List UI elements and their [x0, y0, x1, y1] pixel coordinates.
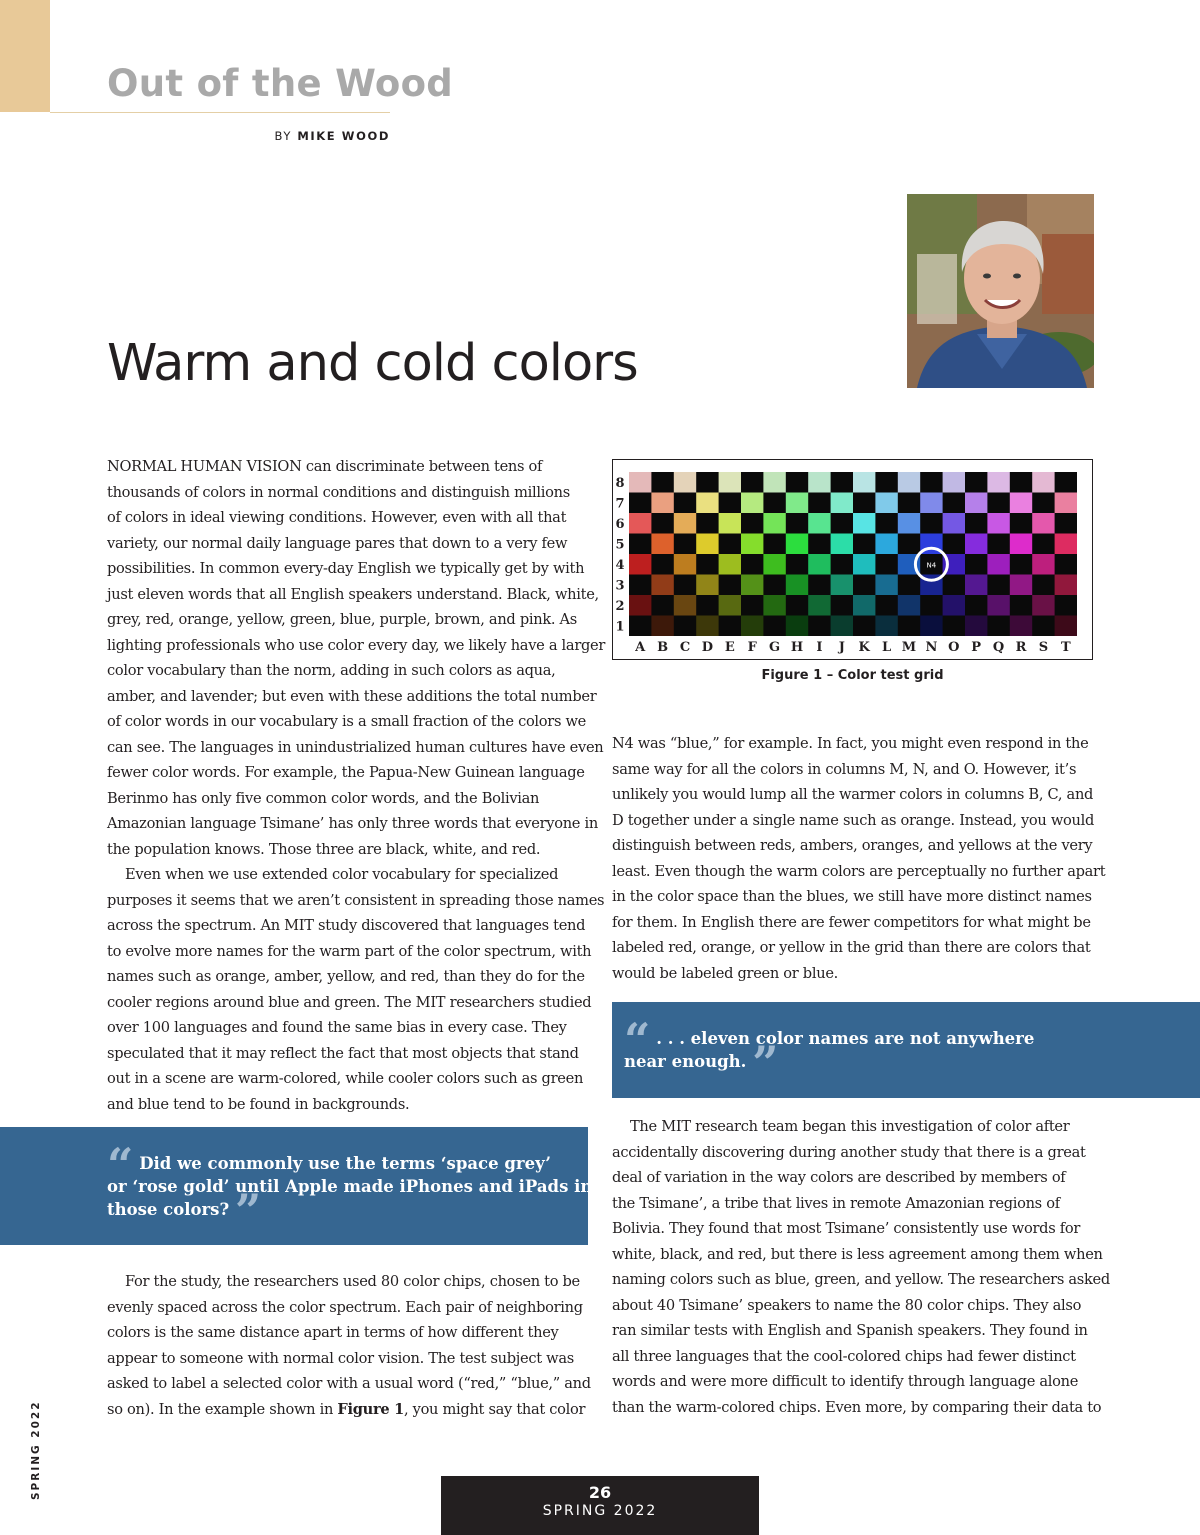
text-line: asked to label a selected color with a usual word (“red,” “blue,” and [107, 1375, 591, 1392]
headline: Warm and cold colors [107, 334, 638, 393]
color-chip-Q6 [987, 513, 1009, 534]
color-chip-T7 [1055, 493, 1077, 514]
close-quote-icon: ” [234, 1184, 262, 1238]
color-chip-R1 [1010, 616, 1032, 637]
figure-reference[interactable]: Figure 1 [337, 1400, 404, 1418]
text-line: least. Even though the warm colors are perceptually no further apart [612, 862, 1106, 880]
column-label: T [1060, 640, 1071, 655]
color-chip-E4 [719, 554, 741, 575]
text-line: over 100 languages and found the same bias in every case. They [107, 1019, 567, 1036]
text-line: grey, red, orange, yellow, green, blue, purple, brown, and pink. As [107, 611, 577, 628]
color-chip-F3 [741, 575, 763, 596]
column-label: R [1015, 640, 1027, 655]
row-label: 8 [615, 476, 625, 491]
text-run: , you might say that color [403, 1400, 586, 1418]
accent-bar [0, 0, 50, 112]
text-line: of colors in ideal viewing conditions. However, even with all that [107, 509, 567, 526]
color-chip-C8 [674, 472, 696, 493]
color-chip-O8 [943, 472, 965, 493]
text-run: so on). In the example shown in [107, 1400, 338, 1418]
open-quote-icon: “ [107, 1138, 134, 1192]
row-label: 5 [615, 537, 625, 553]
text-line: and blue tend to be found in backgrounds. [107, 1095, 410, 1113]
color-chip-E2 [719, 595, 741, 616]
color-chip-M6 [898, 513, 920, 534]
text-line: than the warm-colored chips. Even more, by comparing their data to [612, 1398, 1102, 1416]
color-chip-D1 [696, 616, 718, 637]
text-line: For the study, the researchers used 80 color chips, chosen to be [125, 1273, 580, 1290]
figure-caption: Figure 1 – Color test grid [761, 668, 944, 683]
text-line: variety, our normal daily language pares that down to a very few [107, 534, 568, 552]
text-line: ran similar tests with English and Spanish speakers. They found in [612, 1322, 1088, 1339]
paragraph-5 [612, 1114, 1110, 1420]
text-line: distinguish between reds, ambers, oranges, and yellows at the very [612, 837, 1093, 854]
color-chip-C2 [674, 595, 696, 616]
pull-quote-1-line-3: those colors? [107, 1200, 230, 1219]
paragraph-1 [107, 454, 606, 862]
column-label: E [724, 640, 735, 655]
row-label: 2 [615, 599, 625, 614]
color-chip-F5 [741, 534, 763, 555]
row-label: 1 [615, 619, 625, 635]
color-chip-B1 [651, 616, 673, 637]
paragraph-4 [612, 731, 1106, 986]
text-line: evenly spaced across the color spectrum. Each pair of neighboring [107, 1298, 583, 1316]
column-label: J [838, 640, 845, 655]
color-chip-K4 [853, 554, 875, 575]
color-chip-N7 [920, 493, 942, 514]
pull-quote-1-line-1: Did we commonly use the terms ‘space grey’ [139, 1154, 552, 1173]
text-line: of color words in our vocabulary is a small fraction of the colors we [107, 713, 587, 730]
color-chip-K6 [853, 513, 875, 534]
highlight-label: N4 [926, 561, 937, 570]
column-label: K [858, 640, 870, 655]
column-label: M [901, 640, 917, 655]
figure-1 [612, 459, 1093, 660]
color-chip-J3 [831, 575, 853, 596]
text-line: unlikely you would lump all the warmer colors in columns B, C, and [612, 786, 1094, 803]
column-label: S [1038, 640, 1049, 655]
byline-prefix: BY [274, 129, 293, 143]
color-chip-Q2 [987, 595, 1009, 616]
color-chip-H3 [786, 575, 808, 596]
text-line: lighting professionals who use color every day, we likely have a larger [107, 636, 606, 654]
color-chip-S4 [1032, 554, 1054, 575]
text-line: Berinmo has only five common color words, and the Bolivian [107, 789, 540, 807]
column-label: P [971, 640, 982, 655]
color-chip-K8 [853, 472, 875, 493]
color-chip-E8 [719, 472, 741, 493]
color-chip-T3 [1055, 575, 1077, 596]
text-line: cooler regions around blue and green. The MIT researchers studied [107, 993, 592, 1011]
color-chip-E6 [719, 513, 741, 534]
color-chip-N1 [920, 616, 942, 637]
color-chip-S2 [1032, 595, 1054, 616]
color-chip-A8 [629, 472, 651, 493]
text-line: accidentally discovering during another study that there is a great [612, 1143, 1086, 1161]
text-line: for them. In English there are fewer competitors for what might be [612, 913, 1091, 931]
footer-issue: SPRING 2022 [542, 1503, 658, 1519]
column-label: D [701, 640, 714, 655]
text-line: white, black, and red, but there is less agreement among them when [612, 1245, 1103, 1263]
pull-quote-2-line-1: . . . eleven color names are not anywhere [656, 1029, 1035, 1048]
text-line: labeled red, orange, or yellow in the grid than there are colors that [612, 939, 1091, 956]
text-line: words and were more difficult to identify through language alone [612, 1373, 1079, 1390]
text-line: the population knows. Those three are black, white, and red. [107, 840, 541, 858]
color-chip-S6 [1032, 513, 1054, 534]
column-label: L [882, 640, 892, 655]
color-chip-O6 [943, 513, 965, 534]
text-line: names such as orange, amber, yellow, and red, than they do for the [107, 968, 585, 985]
color-chip-S8 [1032, 472, 1054, 493]
color-chip-D5 [696, 534, 718, 555]
text-line: just eleven words that all English speakers understand. Black, white, [107, 585, 599, 603]
text-line: fewer color words. For example, the Papua-New Guinean language [107, 764, 585, 781]
left-column-bottom [107, 1269, 589, 1422]
text-line: can see. The languages in unindustrialized human cultures have even [107, 738, 604, 756]
color-chip-A6 [629, 513, 651, 534]
color-chip-I8 [808, 472, 830, 493]
text-line: all three languages that the cool-colored chips had fewer distinct [612, 1347, 1076, 1365]
color-chip-G8 [763, 472, 785, 493]
column-title: Out of the Wood [107, 62, 454, 105]
paragraph-2 [107, 862, 605, 1117]
color-chip-J1 [831, 616, 853, 637]
color-chip-Q4 [987, 554, 1009, 575]
column-label: C [679, 640, 691, 655]
column-label: B [657, 640, 669, 655]
text-line: N4 was “blue,” for example. In fact, you might even respond in the [612, 735, 1089, 752]
color-chip-P3 [965, 575, 987, 596]
row-label: 6 [615, 517, 625, 532]
column-label: I [816, 640, 823, 655]
text-line: speculated that it may reflect the fact that most objects that stand [107, 1044, 579, 1062]
column-label: G [769, 640, 781, 655]
color-chip-T5 [1055, 534, 1077, 555]
color-chip-H1 [786, 616, 808, 637]
color-chip-L7 [875, 493, 897, 514]
page-footer [441, 1476, 759, 1535]
text-line: The MIT research team began this investigation of color after [630, 1118, 1070, 1135]
color-chip-L5 [875, 534, 897, 555]
color-chip-F7 [741, 493, 763, 514]
column-label: O [948, 640, 960, 655]
color-chip-H5 [786, 534, 808, 555]
text-line: appear to someone with normal color vision. The test subject was [107, 1349, 574, 1367]
color-chip-I2 [808, 595, 830, 616]
color-chip-P1 [965, 616, 987, 637]
color-chip-K2 [853, 595, 875, 616]
title-rule [50, 112, 390, 113]
row-label: 4 [615, 558, 625, 573]
color-chip-A4 [629, 554, 651, 575]
text-line: in the color space than the blues, we still have more distinct names [612, 888, 1092, 905]
color-chip-P5 [965, 534, 987, 555]
color-chip-B5 [651, 534, 673, 555]
color-chip-I4 [808, 554, 830, 575]
column-label: F [747, 640, 757, 655]
pull-quote-2-text [624, 1013, 1035, 1090]
color-chip-J7 [831, 493, 853, 514]
row-label: 7 [615, 496, 625, 512]
color-chip-A2 [629, 595, 651, 616]
color-chip-T1 [1055, 616, 1077, 637]
color-chip-R5 [1010, 534, 1032, 555]
row-label: 3 [615, 578, 625, 594]
text-line: purposes it seems that we aren’t consistent in spreading those names [107, 891, 605, 909]
color-chip-O2 [943, 595, 965, 616]
pull-quote-1-line-2: or ‘rose gold’ until Apple made iPhones and iPads in [107, 1177, 593, 1196]
text-line: deal of variation in the way colors are described by members of [612, 1169, 1066, 1186]
byline [107, 129, 390, 143]
pull-quote-2-line-2: near enough. [624, 1052, 747, 1071]
text-line: out in a scene are warm-colored, while cooler colors such as green [107, 1070, 584, 1087]
color-chip-L1 [875, 616, 897, 637]
color-chip-G4 [763, 554, 785, 575]
color-chip-F1 [741, 616, 763, 637]
text-line: Bolivia. They found that most Tsimane’ consistently use words for [612, 1220, 1080, 1237]
text-line: same way for all the colors in columns M, N, and O. However, it’s [612, 760, 1077, 778]
color-chip-P7 [965, 493, 987, 514]
text-line: naming colors such as blue, green, and yellow. The researchers asked [612, 1271, 1110, 1288]
color-chip-R7 [1010, 493, 1032, 514]
color-chip-C6 [674, 513, 696, 534]
pull-quote-1-text [107, 1138, 593, 1238]
text-line: thousands of colors in normal conditions and distinguish millions [107, 483, 570, 501]
column-label: A [635, 640, 646, 655]
paragraph-3-last-line [107, 1397, 589, 1423]
color-chip-L3 [875, 575, 897, 596]
column-label: N [925, 640, 938, 655]
column-label: Q [992, 640, 1005, 655]
text-line: would be labeled green or blue. [612, 964, 838, 982]
close-quote-icon: ” [752, 1036, 779, 1090]
byline-author: MIKE WOOD [297, 129, 390, 143]
color-chip-B7 [651, 493, 673, 514]
left-column-top [107, 454, 606, 1117]
text-line: color vocabulary than the norm, adding in such colors as aqua, [107, 662, 556, 679]
text-line: NORMAL HUMAN VISION can discriminate between tens of [107, 458, 543, 475]
right-column-bottom [612, 1114, 1110, 1420]
color-chip-Q8 [987, 472, 1009, 493]
right-column-top [612, 731, 1106, 986]
text-line: Even when we use extended color vocabulary for specialized [125, 866, 559, 883]
color-test-grid [613, 460, 1092, 659]
color-chip-M2 [898, 595, 920, 616]
text-line: colors is the same distance apart in terms of how different they [107, 1324, 559, 1341]
column-label: H [790, 640, 804, 655]
color-chip-G6 [763, 513, 785, 534]
sidebar-issue: SPRING 2022 [30, 1400, 42, 1500]
paragraph-3 [107, 1269, 589, 1397]
page-number: 26 [588, 1483, 612, 1502]
text-line: possibilities. In common every-day English we typically get by with [107, 560, 585, 577]
text-line: Amazonian language Tsimane’ has only three words that everyone in [107, 815, 598, 832]
text-line: the Tsimane’, a tribe that lives in remote Amazonian regions of [612, 1194, 1060, 1212]
text-line: about 40 Tsimane’ speakers to name the 80 color chips. They also [612, 1296, 1082, 1314]
text-line: across the spectrum. An MIT study discovered that languages tend [107, 917, 586, 934]
color-chip-J5 [831, 534, 853, 555]
color-chip-B3 [651, 575, 673, 596]
color-chip-D7 [696, 493, 718, 514]
text-line: to evolve more names for the warm part of the color spectrum, with [107, 942, 592, 960]
color-chip-H7 [786, 493, 808, 514]
text-line: D together under a single name such as orange. Instead, you would [612, 811, 1095, 829]
color-chip-R3 [1010, 575, 1032, 596]
color-chip-D3 [696, 575, 718, 596]
author-photo [907, 194, 1094, 388]
color-chip-G2 [763, 595, 785, 616]
color-chip-I6 [808, 513, 830, 534]
text-line: amber, and lavender; but even with these additions the total number [107, 687, 597, 705]
color-chip-M8 [898, 472, 920, 493]
color-chip-C4 [674, 554, 696, 575]
open-quote-icon: “ [624, 1013, 651, 1067]
